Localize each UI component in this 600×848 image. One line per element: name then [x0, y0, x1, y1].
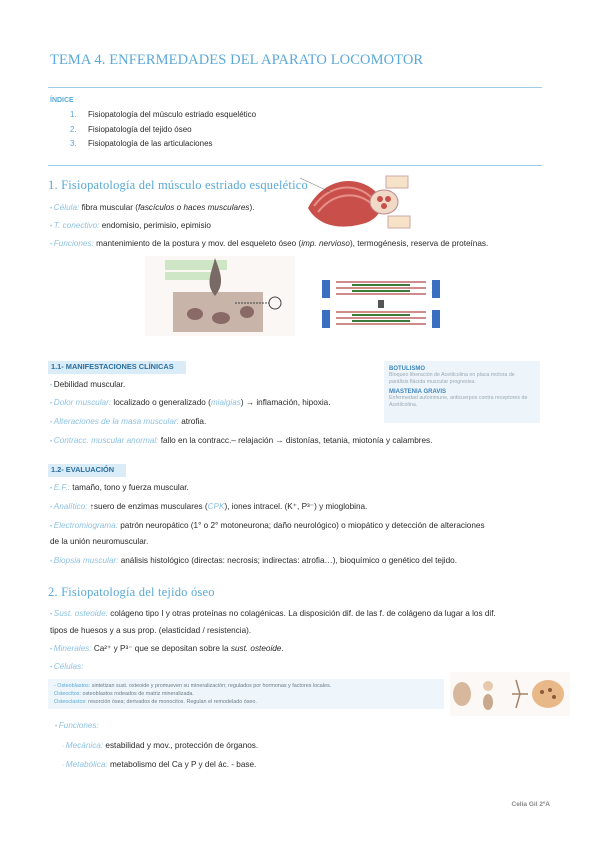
bone-cells-box — [48, 679, 444, 709]
bone-cells-illustration — [450, 672, 570, 716]
cell-line: Osteocitos: osteoblastos rodeados de matriz mineralizada. — [54, 691, 194, 697]
footer-author: Celia Gil 2ºA — [511, 801, 550, 808]
index-label: ÍNDICE — [50, 97, 74, 104]
bullet: • Dolor muscular: localizado o generalizado (mialgias) → inflamación, hipoxia. — [50, 398, 331, 407]
sarcomere-illustration — [322, 270, 440, 338]
bullet-continuation: de la unión neuromuscular. — [50, 537, 149, 546]
section-title: 1. Fisiopatología del músculo estriado esquelético — [48, 178, 308, 192]
muscle-structure-illustration — [300, 168, 412, 232]
bullet: • Minerales: Ca²⁺ y P³⁻ que se depositan sobre la sust. osteoide. — [50, 644, 284, 653]
bullet: • Biopsia muscular: análisis histológico (directas: necrosis; indirectas: atrofia…), bioquímico o genético del tejido. — [50, 556, 457, 565]
bullet: • Debilidad muscular. — [50, 380, 126, 389]
side-note-box: BOTULISMO Bloqueo liberación de Acetilcolina en placa motora de parálisis flácida muscular progresiva. MIASTENIA GRAVIS Enfermedad autoinmune, anticuerpos contra receptores de Acetilcolina. — [384, 361, 540, 423]
bullet: ◦ Mecánica: estabilidad y mov., protección de órganos. — [62, 741, 259, 750]
divider — [48, 165, 542, 166]
bullet: • Célula: fibra muscular (fascículos o haces musculares). — [50, 203, 255, 212]
cell-line: Osteoclastos: resorción ósea; derivados de monocitos. Regulan el remodelado óseo. — [54, 699, 257, 705]
toc-item[interactable]: 3. Fisiopatología de las articulaciones — [70, 139, 213, 148]
subsection-header: 1.2- EVALUACIÓN — [48, 464, 126, 477]
divider — [48, 87, 542, 88]
bullet: • T. conectivo: endomisio, perimisio, epimisio — [50, 221, 211, 230]
neuromuscular-junction-illustration — [145, 256, 295, 336]
bullet: • Funciones: — [55, 721, 99, 730]
bullet: • E.F.: tamaño, tono y fuerza muscular. — [50, 483, 189, 492]
toc-item[interactable]: 1. Fisiopatología del músculo estriado esquelético — [70, 110, 257, 119]
bullet-continuation: tipos de huesos y a sus prop. (elasticidad / resistencia). — [50, 626, 252, 635]
bullet: • Funciones: mantenimiento de la postura y mov. del esqueleto óseo (imp. nervioso), termogénesis, reserva de proteínas. — [50, 239, 489, 248]
bullet: ◦ Metabólica: metabolismo del Ca y P y del ác. - base. — [62, 760, 257, 769]
bullet: • Analítico: ↑suero de enzimas musculares (CPK), iones intracel. (K⁺, P³⁻) y mioglobina. — [50, 502, 368, 511]
page-title: TEMA 4. ENFERMEDADES DEL APARATO LOCOMOTOR — [50, 52, 424, 68]
section-title: 2. Fisiopatología del tejido óseo — [48, 585, 215, 599]
bullet: • Células: — [50, 662, 84, 671]
bullet: • Alteraciones de la masa muscular: atrofia. — [50, 417, 207, 426]
bullet: • Sust. osteoide: colágeno tipo I y otras proteínas no colagénicas. La disposición dif. de las f. de colágeno da lugar a los dif. — [50, 609, 496, 618]
toc-item[interactable]: 2. Fisiopatología del tejido óseo — [70, 125, 192, 134]
bullet: • Electromiograma: patrón neuropático (1° o 2° motoneurona; daño neurológico) o miopático y detección de alteraciones — [50, 521, 485, 530]
subsection-header: 1.1- MANIFESTACIONES CLÍNICAS — [48, 361, 186, 374]
bullet: • Contracc. muscular anormal: fallo en la contracc.– relajación → distonías, tetania, miotonía y calambres. — [50, 436, 433, 445]
cell-line: - Osteoblastos: sintetizan sust. osteoide y promueven su mineralización; regulados por hormonas y factores locales. — [54, 683, 332, 689]
